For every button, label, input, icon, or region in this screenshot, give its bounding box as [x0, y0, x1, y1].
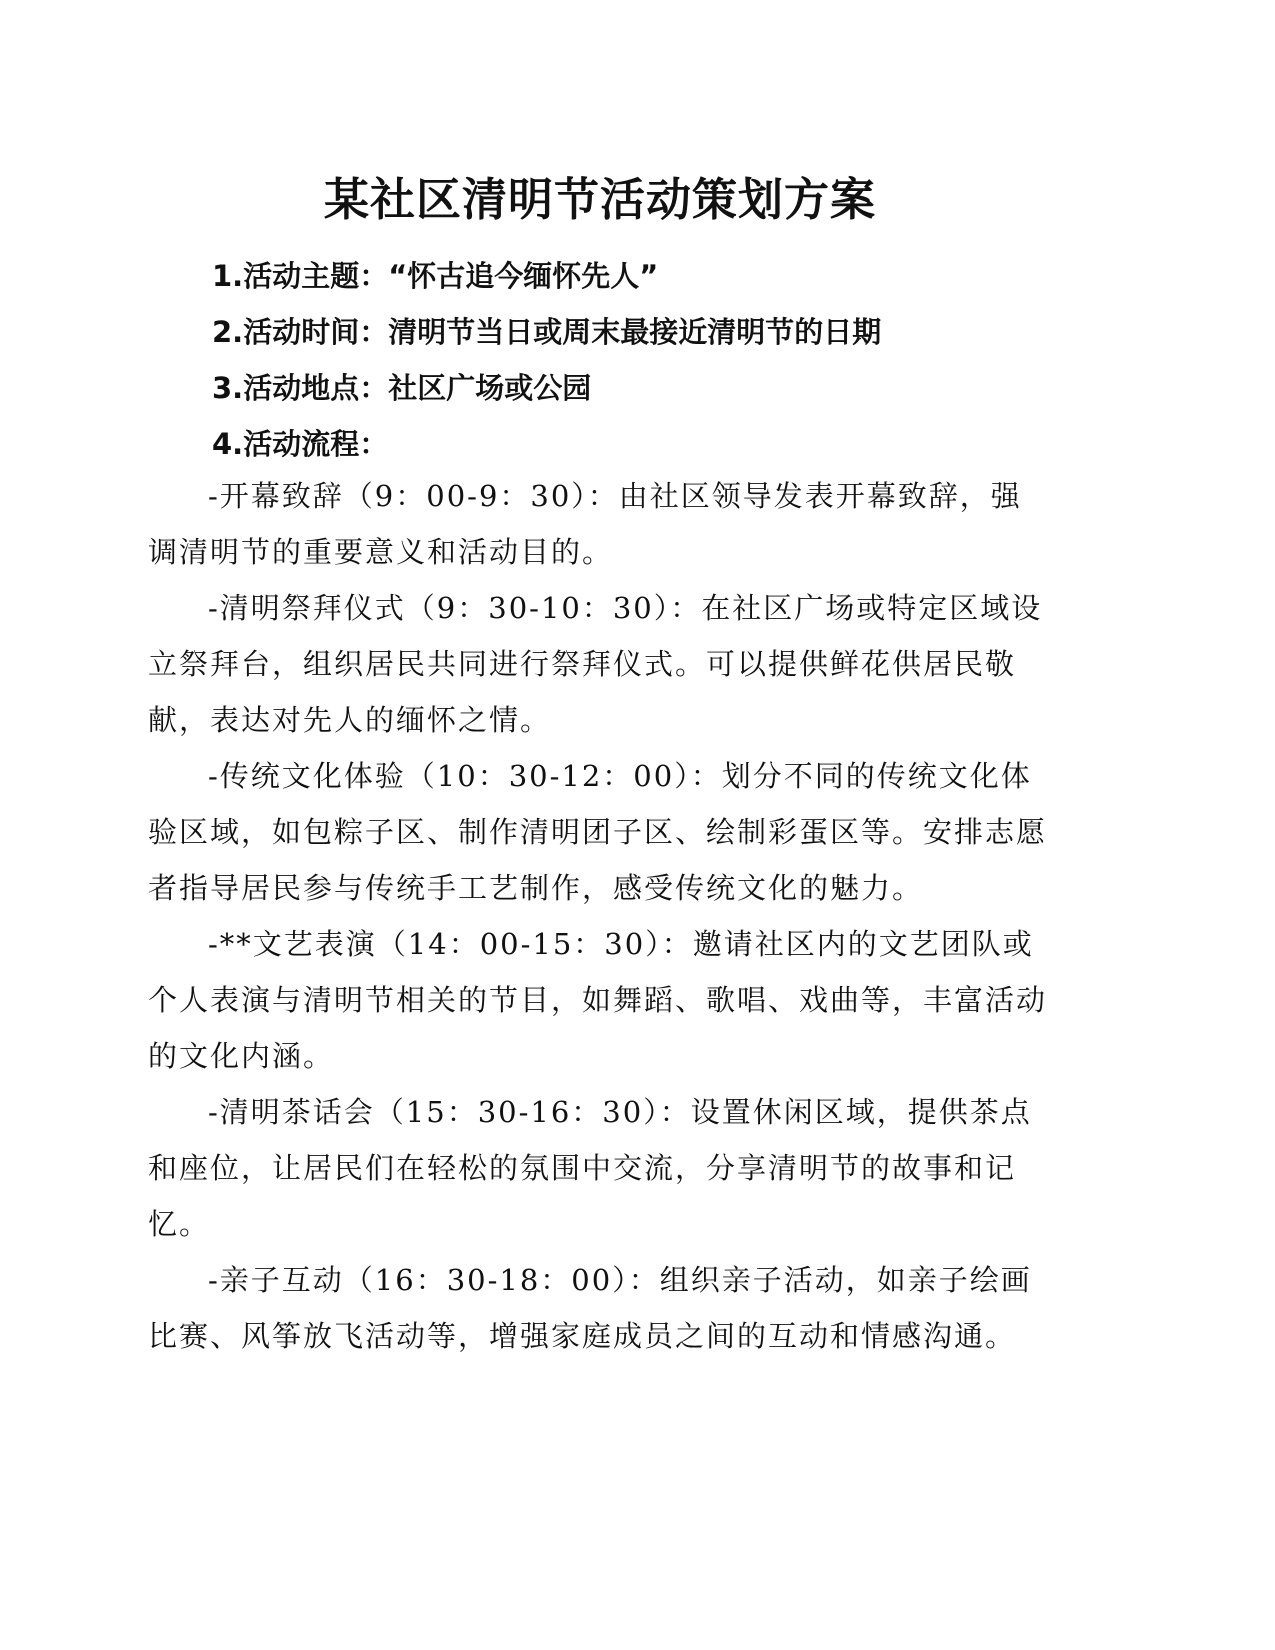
process-list	[148, 468, 1048, 1364]
process-item-ceremony: -清明祭拜仪式（9：30-10：30）：在社区广场或特定区域设立祭拜台，组织居民共同进行祭拜仪式。可以提供鲜花供居民敬献，表达对先人的缅怀之情。	[148, 591, 1043, 737]
meta-label: 2.活动时间：	[212, 315, 389, 349]
process-item-culture: -传统文化体验（10：30-12：00）：划分不同的传统文化体验区域，如包粽子区、制作清明团子区、绘制彩蛋区等。安排志愿者指导居民参与传统手工艺制作，感受传统文化的魅力。	[148, 759, 1048, 905]
meta-value: 社区广场或公园	[388, 371, 592, 405]
meta-label: 3.活动地点：	[212, 371, 389, 405]
meta-value: “怀古追今缅怀先人”	[388, 259, 659, 293]
meta-time	[212, 312, 1112, 352]
meta-process	[212, 424, 1112, 464]
meta-label: 4.活动流程：	[212, 427, 389, 461]
process-item-tea-party: -清明茶话会（15：30-16：30）：设置休闲区域，提供茶点和座位，让居民们在轻松的氛围中交流，分享清明节的故事和记忆。	[148, 1095, 1032, 1241]
meta-location	[212, 368, 1112, 408]
process-item-performance: -**文艺表演（14：00-15：30）：邀请社区内的文艺团队或个人表演与清明节相关的节目，如舞蹈、歌唱、戏曲等，丰富活动的文化内涵。	[148, 927, 1048, 1073]
process-item-parent-child: -亲子互动（16：30-18：00）：组织亲子活动，如亲子绘画比赛、风筝放飞活动等，增强家庭成员之间的互动和情感沟通。	[148, 1263, 1032, 1353]
page-title: 某社区清明节活动策划方案	[323, 173, 876, 226]
meta-value: 清明节当日或周末最接近清明节的日期	[388, 315, 882, 349]
meta-theme	[212, 256, 1112, 296]
process-item-opening: -开幕致辞（9：00-9：30）：由社区领导发表开幕致辞，强调清明节的重要意义和活动目的。	[148, 479, 1022, 569]
meta-label: 1.活动主题：	[212, 259, 389, 293]
